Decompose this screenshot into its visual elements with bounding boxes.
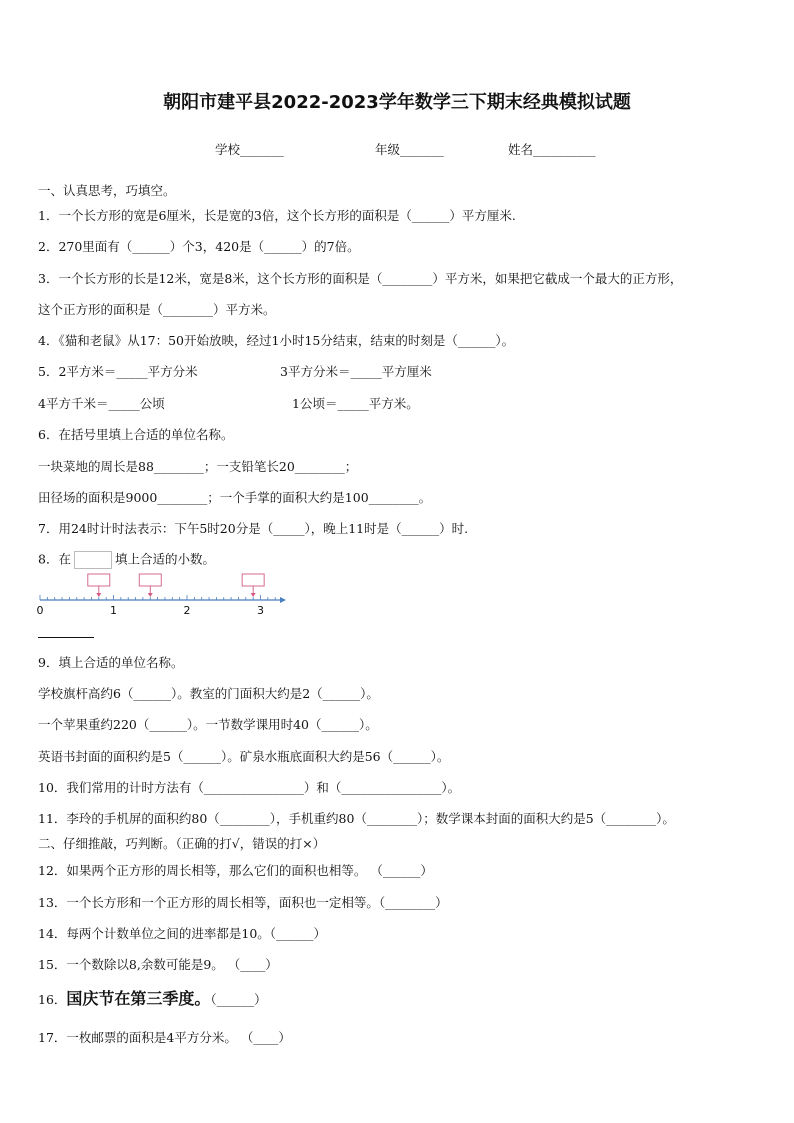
question-5-part-1: 5．2平方米＝_____平方分米 [38, 364, 198, 379]
question-6: 6．在括号里填上合适的单位名称。 [38, 427, 234, 442]
question-6-line-2: 田径场的面积是9000________；一个手掌的面积大约是100________。 [38, 490, 432, 505]
number-line-label: 2 [183, 604, 191, 617]
answer-box-sample [74, 551, 112, 569]
name-field[interactable]: 姓名__________ [508, 142, 596, 157]
pointer-arrow-icon [96, 593, 101, 597]
question-8-suffix: 填上合适的小数。 [114, 551, 215, 567]
number-line-label: 3 [257, 604, 264, 617]
number-line-answer-box[interactable] [242, 574, 264, 586]
question-9-line-3: 英语书封面的面积约是5（______）。矿泉水瓶底面积大约是56（______）。 [38, 749, 450, 764]
question-2: 2．270里面有（______）个3，420是（______）的7倍。 [38, 239, 360, 254]
question-17: 17．一枚邮票的面积是4平方分米。 （____） [38, 1030, 291, 1045]
number-line [34, 572, 294, 618]
question-5-part-4: 1公顷＝_____平方米。 [292, 396, 419, 411]
question-16-text: 国庆节在第三季度。 [66, 989, 211, 1008]
question-11: 11．李玲的手机屏的面积约80（________），手机重约80（________）；数学课本封面的面积大约是5（________）。 [38, 811, 675, 826]
number-line-answer-box[interactable] [88, 574, 110, 586]
question-6-line-1: 一块菜地的周长是88________；一支铅笔长20________； [38, 459, 358, 474]
question-10: 10．我们常用的计时方法有（________________）和（________________）。 [38, 780, 461, 795]
question-5-part-3: 4平方千米＝_____公顷 [38, 396, 165, 411]
pointer-arrow-icon [251, 593, 256, 597]
question-8-prefix: 8．在 [38, 551, 71, 567]
question-8 [38, 551, 783, 569]
question-9-line-2: 一个苹果重约220（______）。一节数学课用时40（______）。 [38, 717, 378, 732]
number-line-label: 0 [36, 604, 44, 617]
pointer-arrow-icon [148, 593, 153, 597]
section-heading-fill: 一、认真思考，巧填空。 [38, 183, 176, 198]
question-15: 15．一个数除以8,余数可能是9。 （____） [38, 957, 278, 972]
number-line-minor-ticks [40, 595, 275, 600]
question-3-line-2: 这个正方形的面积是（________）平方米。 [38, 302, 276, 317]
question-9-line-1: 学校旗杆高约6（______）。教室的门面积大约是2（______）。 [38, 686, 379, 701]
question-13: 13．一个长方形和一个正方形的周长相等，面积也一定相等。（________） [38, 895, 448, 910]
question-14: 14．每两个计数单位之间的进率都是10。（______） [38, 926, 327, 941]
grade-field[interactable]: 年级_______ [375, 142, 444, 157]
question-1: 1．一个长方形的宽是6厘米，长是宽的3倍，这个长方形的面积是（______）平方厘米. [38, 208, 516, 223]
question-12: 12．如果两个正方形的周长相等，那么它们的面积也相等。 （______） [38, 863, 433, 878]
school-field[interactable]: 学校_______ [215, 142, 284, 157]
number-line-label: 1 [110, 604, 117, 617]
question-4: 4．《猫和老鼠》从17：50开始放映，经过1小时15分结束，结束的时刻是（______）。 [38, 333, 515, 348]
question-9: 9．填上合适的单位名称。 [38, 655, 184, 670]
number-line-arrow-icon [280, 597, 286, 603]
question-7: 7．用24时计时法表示：下午5时20分是（_____），晚上11时是（______）时. [38, 521, 469, 536]
page-title: 朝阳市建平县2022-2023学年数学三下期末经典模拟试题 [163, 92, 631, 113]
question-5-part-2: 3平方分米＝_____平方厘米 [280, 364, 432, 379]
question-8-answer-line[interactable] [38, 637, 94, 638]
question-16-number: 16． [38, 992, 67, 1007]
question-16 [38, 991, 783, 1008]
question-3-line-1: 3．一个长方形的长是12米，宽是8米，这个长方形的面积是（________）平方米，如果把它截成一个最大的正方形， [38, 271, 683, 286]
section-heading-judge: 二、仔细推敲，巧判断。（正确的打√，错误的打×） [38, 836, 326, 851]
question-16-blank: （______） [210, 992, 267, 1007]
number-line-answer-box[interactable] [139, 574, 161, 586]
